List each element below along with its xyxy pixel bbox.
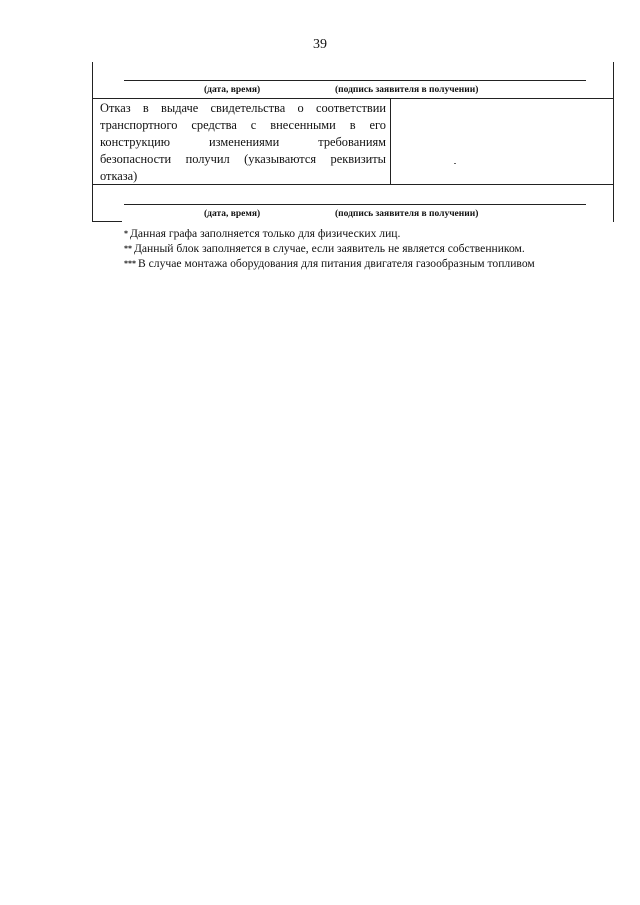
signature-caption-top: (подпись заявителя в получении) — [335, 85, 479, 95]
footnote-text: Данная графа заполняется только для физических лиц. — [130, 227, 401, 240]
page-number: 39 — [313, 37, 327, 52]
table-bottom-border — [92, 221, 122, 222]
refusal-line: конструкцию изменениями требованиям — [100, 135, 386, 149]
footnote-text: В случае монтажа оборудования для питания двигателя газообразным топливом — [138, 257, 535, 270]
footnote-mark: * — [124, 229, 128, 238]
footnote-text: Данный блок заполняется в случае, если заявитель не является собственником. — [134, 242, 525, 255]
speck — [454, 163, 456, 164]
refusal-text — [100, 100, 386, 185]
footnote — [124, 226, 535, 241]
refusal-line: Отказ в выдаче свидетельства о соответствии — [100, 101, 386, 115]
form-table — [92, 62, 614, 222]
footnote-mark: ** — [124, 244, 132, 253]
signature-line-top — [124, 80, 586, 81]
footnote-mark: *** — [124, 259, 136, 268]
table-right-border — [613, 62, 614, 222]
footnotes — [124, 226, 535, 271]
refusal-line: отказа) — [100, 169, 138, 183]
refusal-cell-divider — [390, 98, 391, 184]
footnote — [124, 256, 535, 271]
table-left-border — [92, 62, 93, 222]
refusal-line: безопасности получил (указываются реквизиты — [100, 152, 386, 166]
signature-line-bottom — [124, 204, 586, 205]
row-divider-top — [92, 98, 614, 99]
date-caption-top: (дата, время) — [204, 85, 261, 95]
row-divider-bottom — [92, 184, 614, 185]
refusal-line: транспортного средства с внесенными в его — [100, 118, 386, 132]
date-caption-bottom: (дата, время) — [204, 209, 261, 219]
signature-caption-bottom: (подпись заявителя в получении) — [335, 209, 479, 219]
footnote — [124, 241, 535, 256]
